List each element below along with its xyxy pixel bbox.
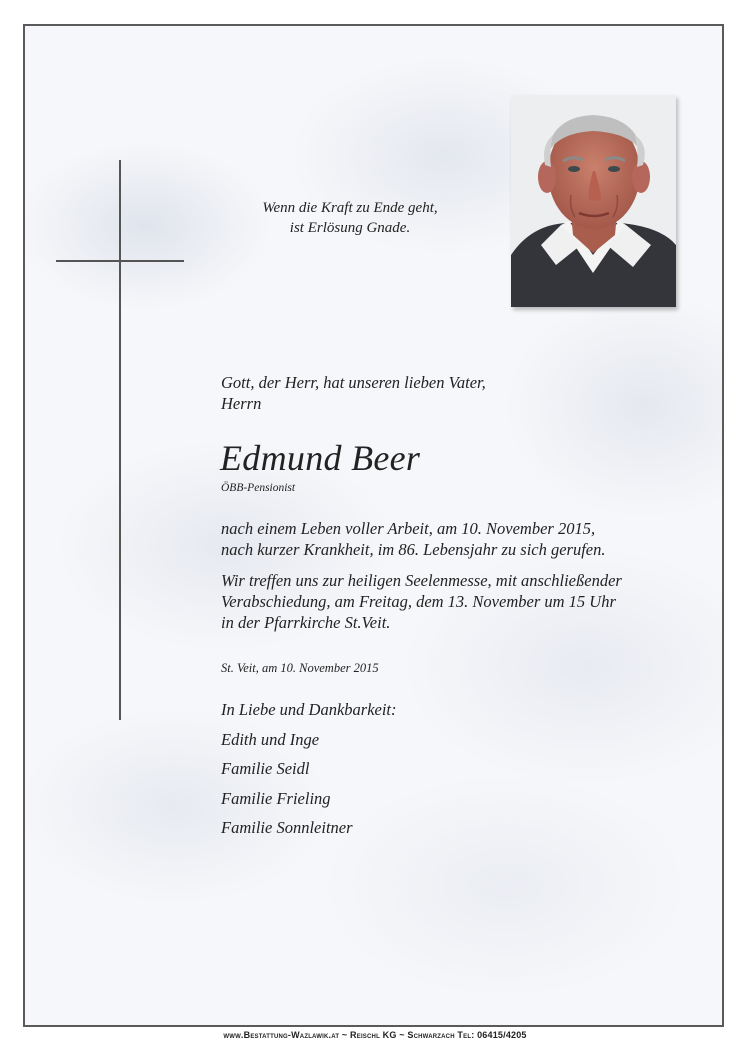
deceased-name: Edmund Beer	[220, 438, 421, 478]
passing-line-2: nach kurzer Krankheit, im 86. Lebensjahr zu sich gerufen.	[221, 540, 606, 559]
passing-text	[221, 518, 606, 560]
portrait-illustration	[511, 95, 676, 307]
cross-icon-crossbar	[56, 260, 184, 262]
motto	[220, 198, 480, 238]
motto-line-1: Wenn die Kraft zu Ende geht,	[262, 200, 438, 216]
deceased-profession: ÖBB-Pensionist	[221, 482, 296, 494]
intro-line-1: Gott, der Herr, hat unseren lieben Vater,	[221, 373, 486, 392]
mourner-item: Familie Sonnleitner	[221, 818, 353, 837]
mourners-list	[221, 699, 397, 847]
mourner-item: Edith und Inge	[221, 729, 320, 749]
service-line-3: in der Pfarrkirche St.Veit.	[221, 613, 391, 632]
service-line-2: Verabschiedung, am Freitag, dem 13. November um 15 Uhr	[221, 592, 616, 611]
service-line-1: Wir treffen uns zur heiligen Seelenmesse, mit anschließender	[221, 571, 622, 590]
cross-icon	[119, 160, 121, 720]
mourner-item: Familie Frieling	[221, 788, 331, 808]
portrait-photo	[511, 95, 676, 307]
intro-line-2: Herrn	[221, 394, 262, 413]
intro-text	[221, 372, 486, 414]
mourners-heading: In Liebe und Dankbarkeit:	[221, 700, 397, 719]
motto-line-2: ist Erlösung Gnade.	[289, 220, 411, 236]
place-date: St. Veit, am 10. November 2015	[221, 661, 379, 675]
service-text	[221, 570, 622, 633]
mourner-item: Familie Seidl	[221, 759, 310, 778]
passing-line-1: nach einem Leben voller Arbeit, am 10. November 2015,	[221, 519, 596, 538]
footer-contact: www.Bestattung-Wazlawik.at ~ Reischl KG ~ Schwarzach Tel: 06415/4205	[223, 1030, 527, 1040]
